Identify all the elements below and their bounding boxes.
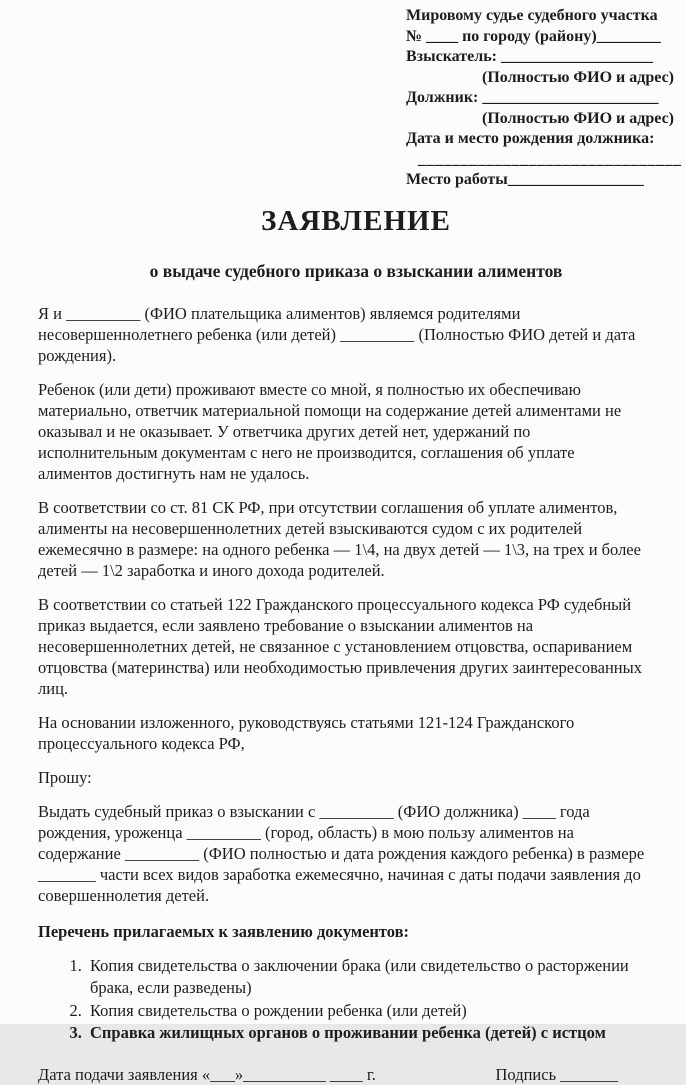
debtor-line: Должник: ______________________	[406, 89, 659, 106]
court-name-line: Мировому судье судебного участка	[406, 7, 658, 24]
court-header-block	[406, 6, 682, 191]
document-body	[38, 303, 674, 906]
signature-line: Подпись _______	[495, 1064, 618, 1084]
attachment-item-marriage-certificate: 1. Копия свидетельства о заключении брака (или свидетельство о расторжении брака, если разведены)	[86, 955, 648, 1000]
paragraph-living: Ребенок (или дети) проживают вместе со мной, я полностью их обеспечиваю материально, ответчик материальной помощи на содержание детей алиментами не оказывал и не оказывает. У ответчика других детей нет, удержаний по исполнительным документам с него не производится, соглашения об уплате алиментов достигнуть нам не удалось.	[38, 379, 622, 483]
document-subtitle: о выдаче судебного приказа о взыскании алиментов	[149, 260, 563, 281]
document-title: ЗАЯВЛЕНИЕ	[261, 204, 451, 237]
attachments-heading: Перечень прилагаемых к заявлению документов:	[38, 921, 410, 941]
paragraph-basis: На основании изложенного, руководствуясь статьями 121-124 Гражданского процессуального кодекса РФ,	[38, 712, 575, 753]
court-number-line: № ____ по городу (району)________	[406, 27, 661, 45]
paragraph-request: Выдать судебный приказ о взыскании с _________ (ФИО должника) ____ года рождения, уроженца _________ (город, область) в мою пользу алиментов на содержание _________ (ФИО полностью и дата рождения каждого ребенка) в размере _______ части всех видов заработка ежемесячно, начиная с даты подачи заявления до совершеннолетия детей.	[38, 801, 645, 905]
attachments-list	[38, 955, 648, 1045]
debtor-birth-blank: _______________________________	[418, 150, 682, 168]
debtor-birth-line: Дата и место рождения должника:	[406, 130, 655, 147]
claimant-line: Взыскатель: ___________________	[406, 48, 653, 65]
workplace-line: Место работы_________________	[406, 171, 644, 188]
request-heading: Прошу:	[38, 767, 92, 787]
paragraph-parents: Я и _________ (ФИО плательщика алиментов) являемся родителями несовершеннолетнего ребенка (или детей) _________ (Полностью ФИО детей и дата рождения).	[38, 303, 636, 365]
debtor-note: (Полностью ФИО и адрес)	[482, 109, 674, 127]
paragraph-article-81: В соответствии со ст. 81 СК РФ, при отсутствии соглашения об уплате алиментов, алименты на несовершеннолетних детей взыскиваются судом с их родителей ежемесячно в размере: на одного ребенка — 1\4, на двух детей — 1\3, на трех и более детей — 1\2 заработка и иного дохода родителей.	[38, 497, 641, 580]
footer-row	[38, 1064, 618, 1085]
paragraph-article-122: В соответствии со статьей 122 Гражданского процессуального кодекса РФ судебный приказ выдается, если заявлено требование о взыскании алиментов на несовершеннолетних детей, не связанное с установлением отцовства, оспариванием отцовства (материнства) или необходимостью привлечения других заинтересованных лиц.	[38, 594, 642, 698]
attachment-item-housing-certificate: 3. Справка жилищных органов о проживании ребенка (детей) с истцом	[86, 1022, 648, 1045]
filing-date-line: Дата подачи заявления «___»__________ ____ г.	[38, 1064, 376, 1084]
attachment-item-birth-certificate: 2. Копия свидетельства о рождении ребенка (или детей)	[86, 1000, 648, 1023]
claimant-note: (Полностью ФИО и адрес)	[482, 68, 674, 86]
